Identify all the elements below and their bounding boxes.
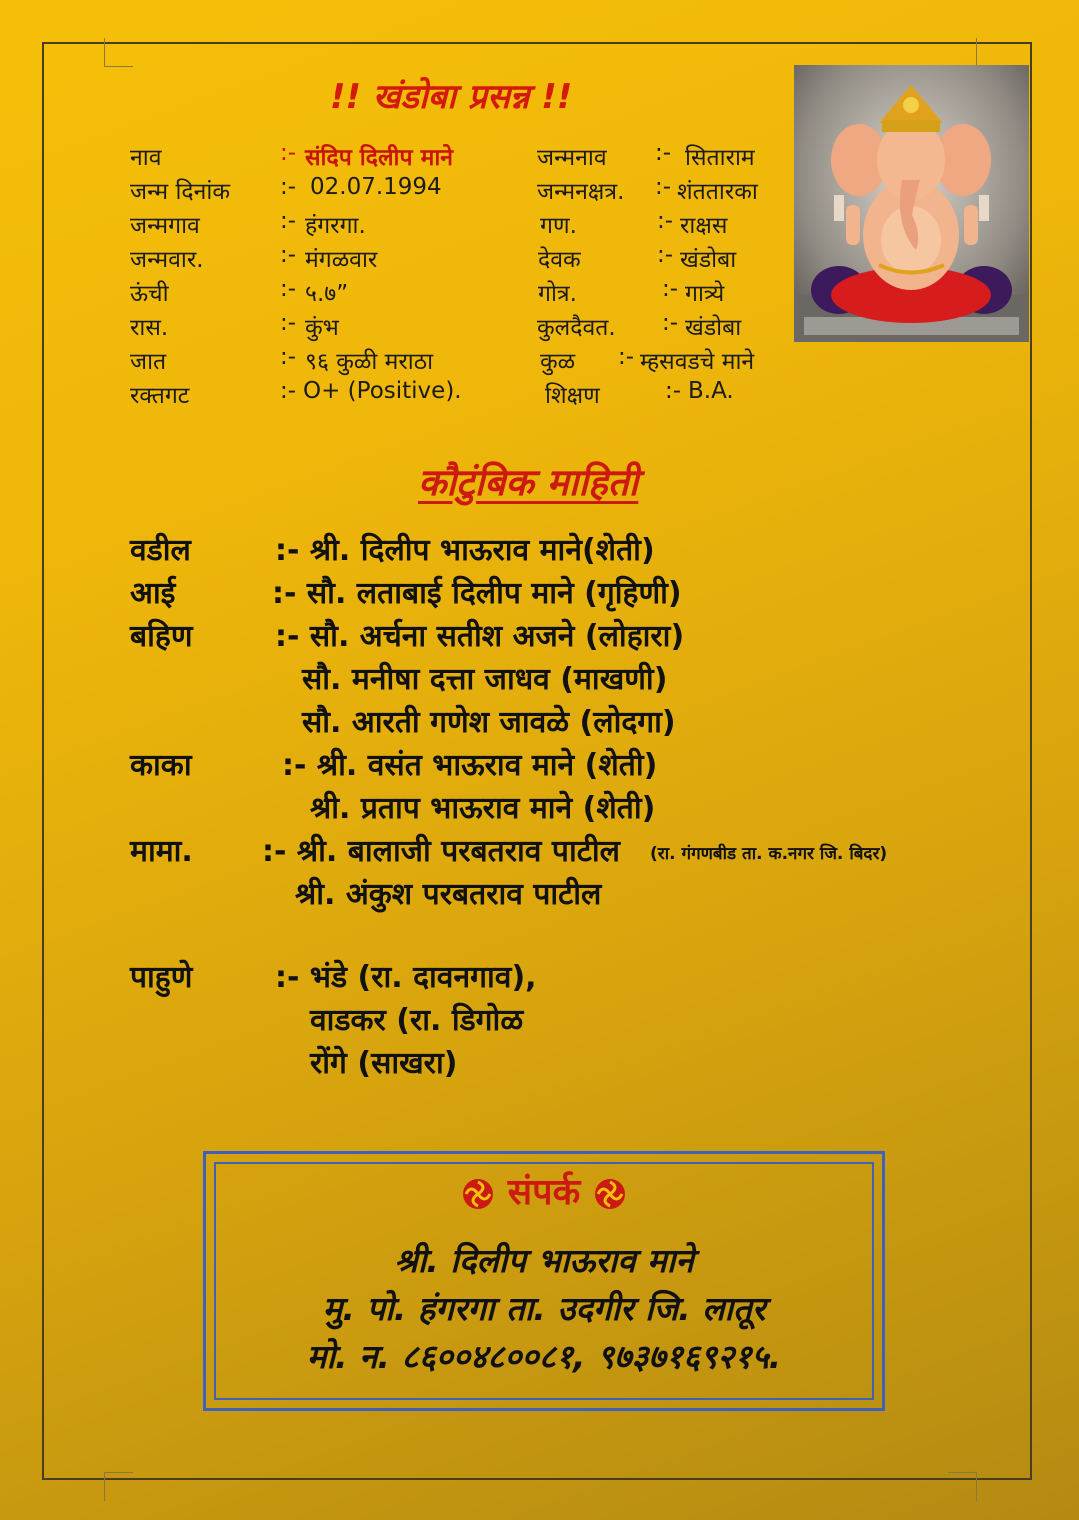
bio-label-gotra: गोत्र. (538, 281, 577, 307)
contact-title: संपर्क (507, 1172, 581, 1213)
bio-value-height: ५.७” (305, 281, 349, 307)
corner-mark (948, 1472, 977, 1501)
bio-sep: :- (657, 242, 674, 268)
bio-value-kul: म्हसवडचे माने (640, 349, 755, 375)
page-title: !! खंडोबा प्रसन्न !! (330, 77, 573, 117)
bio-sep: :- (280, 276, 297, 302)
corner-mark (104, 38, 133, 67)
sister-value: सौ. आरती गणेश जावळे (लोदगा) (302, 705, 676, 740)
bio-sep: :- (280, 140, 297, 166)
bio-label-name: नाव (130, 145, 162, 171)
uncle-label: काका (130, 748, 192, 783)
sister-value: सौ. मनीषा दत्ता जाधव (माखणी) (302, 662, 668, 697)
bio-label-bloodgroup: रक्तगट (130, 383, 190, 409)
bio-label-birthplace: जन्मगाव (130, 213, 200, 239)
bio-sep: :- (280, 310, 297, 336)
bio-sep: :- (655, 140, 672, 166)
bio-sep: :- (665, 378, 682, 404)
bio-sep: :- (662, 276, 679, 302)
contact-heading (203, 1166, 885, 1215)
bio-sep: :- (618, 344, 635, 370)
uncle-value: :- श्री. वसंत भाऊराव माने (शेती) (282, 748, 658, 783)
bio-label-height: ऊंची (130, 281, 169, 307)
bio-value-birthname: सिताराम (685, 145, 755, 171)
bio-value-bloodgroup: O+ (Positive). (303, 378, 462, 404)
sister-label: बहिण (130, 619, 193, 654)
bio-label-kuldaivat: कुलदैवत. (537, 315, 616, 341)
bio-value-birthday: मंगळवार (305, 247, 378, 273)
bio-sep: :- (662, 310, 679, 336)
bio-value-kuldaivat: खंडोबा (685, 315, 742, 341)
uncle-value: श्री. प्रताप भाऊराव माने (शेती) (310, 791, 656, 826)
bio-label-dob: जन्म दिनांक (130, 179, 231, 205)
bio-label-devak: देवक (538, 247, 581, 273)
maternal-uncle-value: श्री. अंकुश परबतराव पाटील (295, 877, 602, 912)
contact-phone: मो. न. ८६००४८००८१, ९७३७१६९२१५. (306, 1337, 782, 1376)
bio-label-gan: गण. (540, 213, 577, 239)
bio-label-nakshatra: जन्मनक्षत्र. (537, 179, 625, 205)
bio-label-education: शिक्षण (545, 383, 600, 409)
bio-label-kul: कुळ (540, 349, 576, 375)
corner-mark (104, 1472, 133, 1501)
bio-sep: :- (280, 378, 297, 404)
maternal-uncle-note: (रा. गंगणबीड ता. क.नगर जि. बिदर) (650, 844, 888, 864)
bio-label-birthname: जन्मनाव (537, 145, 607, 171)
bio-sep: :- (280, 174, 297, 200)
bio-value-gotra: गात्र्ये (685, 281, 725, 307)
bio-sep: :- (655, 174, 672, 200)
bio-sep: :- (657, 208, 674, 234)
relatives-value: रोंगे (साखरा) (310, 1046, 458, 1081)
ganesha-idol-icon (794, 65, 1029, 342)
father-value: :- श्री. दिलीप भाऊराव माने(शेती) (275, 533, 655, 568)
bio-label-caste: जात (130, 349, 167, 375)
relatives-label: पाहुणे (130, 960, 193, 995)
ganesha-photo (794, 65, 1029, 342)
bio-sep: :- (280, 242, 297, 268)
bio-value-birthplace: हंगरगा. (305, 213, 366, 239)
bio-label-birthday: जन्मवार. (130, 247, 204, 273)
bio-value-name: संदिप दिलीप माने (305, 145, 454, 171)
bio-value-gan: राक्षस (680, 213, 728, 239)
maternal-uncle-value: :- श्री. बालाजी परबतराव पाटील (262, 834, 620, 869)
swirl-icon (461, 1177, 495, 1211)
sister-value: :- सौ. अर्चना सतीश अजने (लोहारा) (275, 619, 685, 654)
family-info-heading: कौटुंबिक माहिती (418, 461, 639, 504)
bio-value-dob: 02.07.1994 (310, 174, 442, 200)
bio-value-education: B.A. (688, 378, 734, 404)
mother-value: :- सौ. लताबाई दिलीप माने (गृहिणी) (272, 576, 682, 611)
father-label: वडील (130, 533, 191, 568)
bio-value-nakshatra: शंततारका (677, 179, 758, 205)
bio-label-rashi: रास. (130, 315, 169, 341)
relatives-value: :- भंडे (रा. दावनगाव), (275, 960, 537, 995)
corner-mark (948, 38, 977, 67)
contact-name: श्री. दिलीप भाऊराव माने (394, 1241, 694, 1280)
bio-value-caste: ९६ कुळी मराठा (305, 349, 434, 375)
bio-sep: :- (280, 344, 297, 370)
maternal-uncle-label: मामा. (130, 834, 193, 869)
bio-sep: :- (280, 208, 297, 234)
bio-value-rashi: कुंभ (305, 315, 339, 341)
bio-value-devak: खंडोबा (680, 247, 737, 273)
mother-label: आई (130, 576, 176, 611)
relatives-value: वाडकर (रा. डिगोळ (310, 1003, 524, 1038)
swirl-icon (593, 1177, 627, 1211)
contact-address: मु. पो. हंगरगा ता. उदगीर जि. लातूर (322, 1289, 766, 1328)
